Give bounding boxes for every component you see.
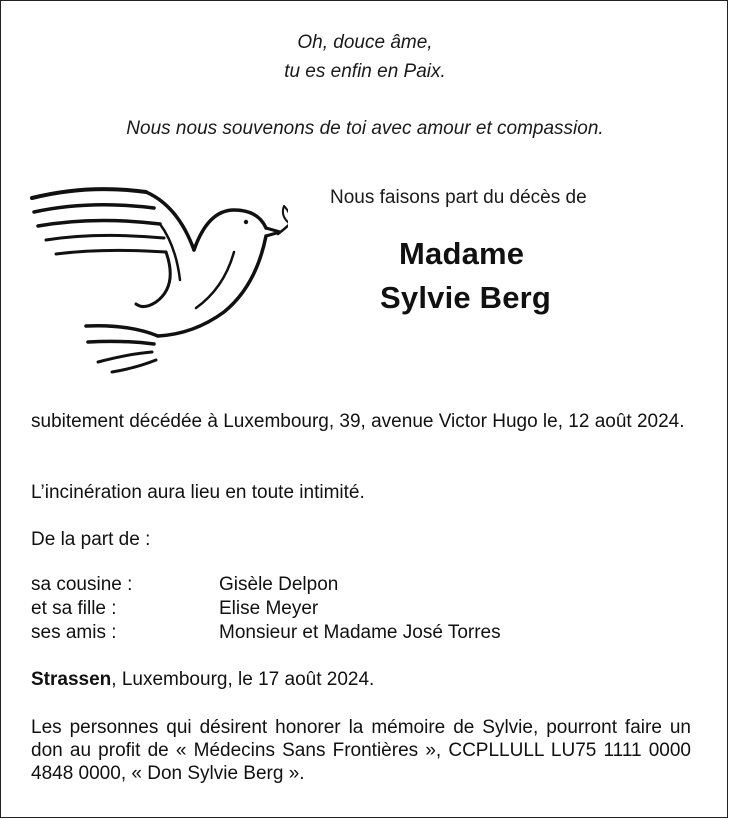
dove-with-olive-branch-icon — [28, 176, 288, 376]
deceased-title: Madame — [399, 236, 525, 271]
place-date-rest: , Luxembourg, le 17 août 2024. — [111, 669, 375, 690]
cremation-notice: L’incinération aura lieu en toute intimité. — [31, 482, 365, 503]
epigraph-line-2: tu es enfin en Paix. — [284, 61, 446, 82]
family-relation: et sa fille : — [31, 598, 117, 619]
family-row — [31, 597, 691, 621]
place-city: Strassen — [31, 669, 112, 690]
death-details: subitement décédée à Luxembourg, 39, avenue Victor Hugo le, 12 août 2024. — [31, 411, 685, 432]
family-names: Elise Meyer — [219, 598, 319, 619]
from-label: De la part de : — [31, 529, 151, 550]
family-relation: sa cousine : — [31, 574, 133, 595]
family-names: Gisèle Delpon — [219, 574, 339, 595]
family-row — [31, 573, 691, 597]
family-list — [31, 573, 691, 645]
donation-notice: Les personnes qui désirent honorer la mémoire de Sylvie, pourront faire un don au profit de « Médecins Sans Frontières », CCPLLULL LU75 1111 0000 4848 0000, « Don Sylvie Berg ». — [31, 717, 691, 784]
family-row — [31, 621, 691, 645]
family-relation: ses amis : — [31, 622, 117, 643]
announcement-intro: Nous faisons part du décès de — [330, 187, 587, 208]
family-names: Monsieur et Madame José Torres — [219, 622, 501, 643]
deceased-name: Sylvie Berg — [380, 280, 552, 315]
epigraph-line-3: Nous nous souvenons de toi avec amour et compassion. — [126, 118, 604, 139]
epigraph-line-1: Oh, douce âme, — [297, 32, 433, 53]
place-and-date — [31, 668, 691, 691]
